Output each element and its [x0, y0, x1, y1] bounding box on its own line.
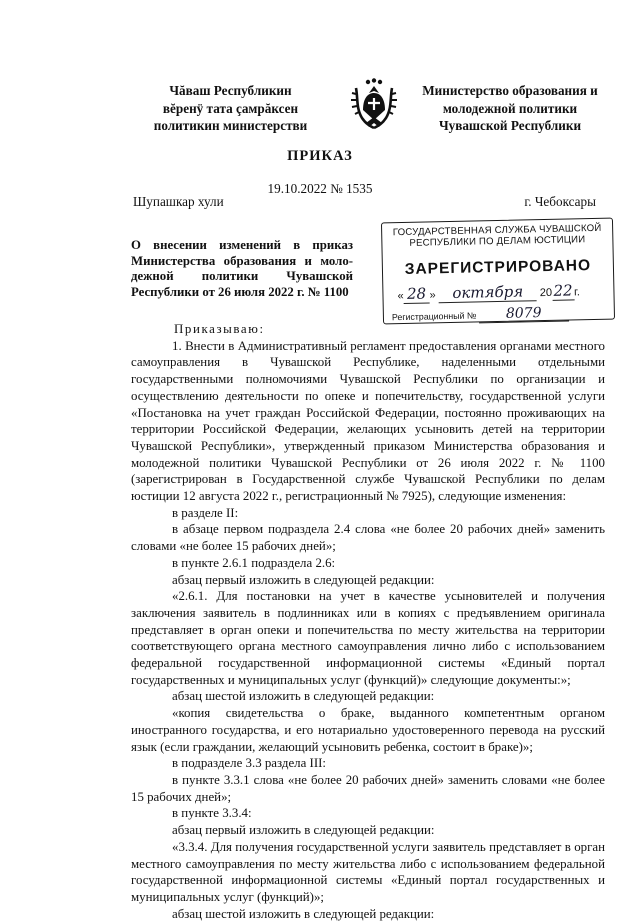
city-russian: г. Чебоксары	[524, 194, 596, 209]
stamp-reg-label: Регистрационный №	[391, 310, 477, 323]
header-left-line: политикин министерстви	[153, 118, 308, 133]
document-title: ПРИКАЗ	[287, 148, 353, 164]
order-subject	[131, 238, 353, 300]
header-right-line: молодежной политики	[442, 100, 578, 116]
body-paragraph: в пункте 2.6.1 подраздела 2.6:	[172, 555, 336, 570]
body-paragraph: абзац шестой изложить в следующей редакции:	[172, 689, 435, 704]
prikazyvayu-label: Приказываю:	[174, 322, 265, 336]
city-chuvash: Шупашкар хули	[133, 194, 224, 209]
body-paragraph: 1. Внести в Административный регламент предоставления органами местного самоуправления в Чувашской Республике, наделенными отдельными государственными полномочиями Чувашской Республики по организации и осуществлению деятельности по опеке и попечительству, государственной услуги «Постановка на учет граждан Российской Федерации, постоянно проживающих на территории Российской Федерации, желающих усыновить детей на территории Чувашской Республики», утвержденный приказом Министерства образования и молодежной политики Чувашской Республики от 26 июля 2022 г. № 1100 (зарегистрирован в Государственной службе Чувашской Республики по делам юстиции 12 августа 2022 г., регистрационный № 7925), следующие изменения:	[131, 338, 605, 504]
order-body	[131, 321, 605, 922]
stamp-day: 28	[403, 284, 429, 304]
body-paragraph: «3.3.4. Для получения государственной услуги заявитель представляет в орган местного самоуправления по месту жительства либо с использованием федеральной государственной информационной системы «Единый портал государственных и муниципальных услуг (функций)»;	[131, 839, 605, 904]
stamp-quote-close: »	[429, 289, 436, 302]
body-paragraph: в подразделе 3.3 раздела III:	[172, 756, 327, 771]
stamp-quote-open: «	[397, 289, 404, 303]
body-paragraph: в пункте 3.3.4:	[172, 806, 252, 821]
order-date-number: 19.10.2022 № 1535	[267, 181, 373, 196]
header-right-line: Чувашской Республики	[438, 118, 582, 133]
subject-line: О внесении изменений в приказ	[131, 238, 353, 252]
stamp-year-prefix: 20	[539, 286, 553, 300]
stamp-month: октября	[439, 282, 537, 303]
header-right-line: Министерство образования и	[422, 83, 598, 98]
body-paragraph: в пункте 3.3.1 слова «не более 20 рабочих дней» заменить словами «не более 15 рабочих дней»;	[131, 772, 605, 804]
subject-line: Министерства образования и моло-	[131, 253, 353, 268]
subject-line: Республики от 26 июля 2022 г. № 1100	[131, 284, 349, 299]
body-paragraph: в абзаце первом подраздела 2.4 слова «не более 20 рабочих дней» заменить словами «не более 15 рабочих дней»;	[131, 522, 605, 554]
stamp-organization	[382, 223, 612, 251]
header-left-line: Чăваш Республикин	[169, 83, 292, 98]
stamp-org-line: ГОСУДАРСТВЕННАЯ СЛУЖБА ЧУВАШСКОЙ	[392, 222, 602, 239]
subject-line: дежной политики Чувашской	[131, 269, 353, 284]
stamp-status: ЗАРЕГИСТРИРОВАНО	[404, 257, 592, 278]
stamp-year: 22	[553, 281, 573, 300]
body-paragraph: абзац первый изложить в следующей редакции:	[172, 572, 435, 587]
stamp-date	[397, 281, 580, 304]
coat-of-arms-icon	[346, 76, 402, 132]
header-right-russian	[410, 82, 610, 135]
stamp-reg-number: 8079	[479, 305, 569, 324]
body-paragraph: абзац шестой изложить в следующей редакции:	[172, 906, 435, 921]
stamp-year-suffix: г.	[573, 286, 580, 299]
body-paragraph: «2.6.1. Для постановки на учет в качестве усыновителей и получения заключения заявитель в подлинниках или в копиях с предъявлением оригинала представляет в орган опеки и попечительства по месту жительства на территории соответствующего органа местного самоуправления лично либо с использованием федеральной государственной информационной системы «Единый портал государственных и муниципальных услуг (функций)» следующие документы:»;	[131, 589, 605, 687]
header-left-line: вĕренÿ тата çамрăксен	[162, 100, 299, 116]
header-left-chuvash	[138, 82, 323, 135]
registration-stamp	[381, 218, 615, 325]
body-paragraph: абзац первый изложить в следующей редакции:	[172, 823, 435, 838]
stamp-org-line: РЕСПУБЛИКИ ПО ДЕЛАМ ЮСТИЦИИ	[409, 234, 586, 250]
body-paragraph: «копия свидетельства о браке, выданного компетентным органом иностранного государства, и его нотариально удостоверенного перевода на русский язык (если граждании, желающий усыновить ребенка, состоит в браке)»;	[131, 706, 605, 754]
body-paragraph: в разделе II:	[172, 505, 239, 520]
